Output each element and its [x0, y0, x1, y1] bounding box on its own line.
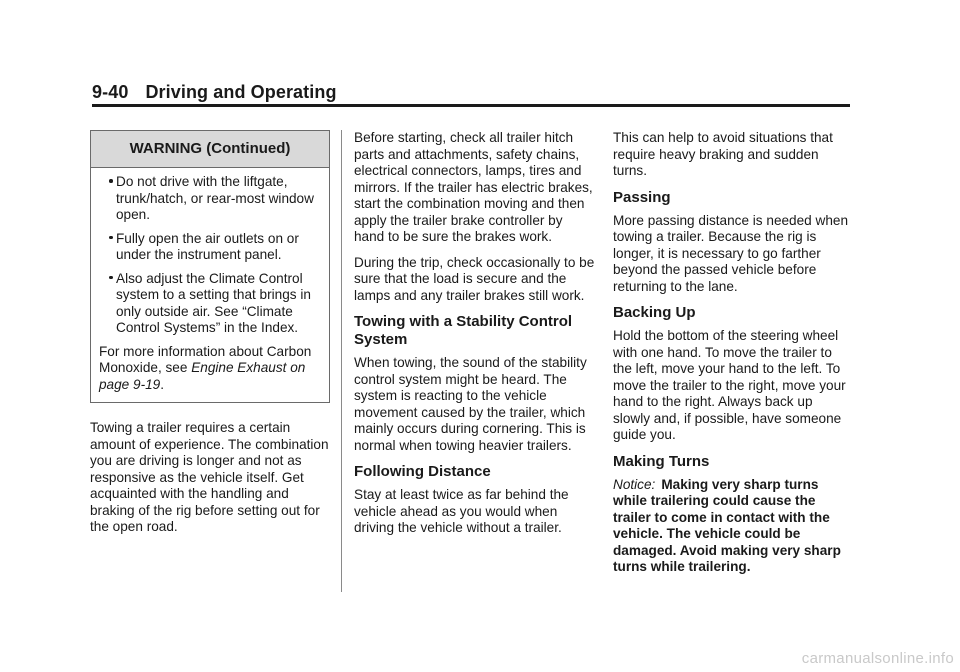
engine-exhaust-reference[interactable]: Engine Exhaust on page 9-19 [99, 360, 306, 392]
stability-control-paragraph: When towing, the sound of the stability control system might be heard. The system is reacting to the vehicle movement caused by the trailer, which mainly occurs during cornering. This is normal when towing heavier trailers. [354, 355, 587, 453]
passing-paragraph: More passing distance is needed when towing a trailer. Because the rig is longer, it is necessary to go farther beyond the passed vehicle before returning to the lane. [613, 212, 849, 294]
making-turns-heading: Making Turns [613, 452, 710, 470]
stability-control-heading: Towing with a Stability Control System [354, 313, 573, 348]
backing-up-paragraph: Hold the bottom of the steering wheel with one hand. To move the trailer to the left, move your hand to the left. To move the trailer to the right, move your hand to the right. Always back up slowly and, if possible, have someone guide you. [613, 328, 846, 442]
warning-body [91, 168, 329, 402]
column-left [90, 130, 330, 545]
page-number: 9-40 [92, 82, 129, 102]
warning-note [99, 344, 321, 394]
warning-box [90, 130, 330, 403]
page-title [92, 80, 850, 104]
column-middle [354, 130, 596, 546]
section-title: Driving and Operating [145, 82, 337, 102]
warning-title: WARNING (Continued) [91, 131, 329, 168]
column-right [613, 130, 853, 585]
following-distance-paragraph: Stay at least twice as far behind the vehicle ahead as you would when driving the vehicle without a trailer. [354, 487, 569, 535]
notice-paragraph [613, 477, 853, 576]
warning-list [99, 174, 321, 337]
warning-item: Fully open the air outlets on or under the instrument panel. [99, 231, 321, 264]
warning-note-end: . [160, 376, 165, 392]
warning-item: Do not drive with the liftgate, trunk/hatch, or rear-most window open. [99, 174, 321, 224]
avoid-situations-paragraph: This can help to avoid situations that require heavy braking and sudden turns. [613, 130, 833, 178]
notice-label: Notice: [613, 476, 656, 492]
passing-heading: Passing [613, 188, 671, 206]
column-divider [341, 130, 342, 592]
pre-start-check-paragraph: Before starting, check all trailer hitch parts and attachments, safety chains, electrical connectors, lamps, tires and mirrors. If the trailer has electric brakes, start the combination moving and then apply the trailer brake controller by hand to be sure the brakes work. [354, 130, 593, 244]
watermark: carmanualsonline.info [801, 650, 954, 667]
page-header [92, 80, 850, 107]
following-distance-heading: Following Distance [354, 463, 491, 480]
warning-note-text: For more information about Carbon Monoxide, see [99, 343, 312, 375]
backing-up-heading: Backing Up [613, 304, 696, 321]
towing-experience-paragraph: Towing a trailer requires a certain amount of experience. The combination you are driving is longer and not as responsive as the vehicle itself. Get acquainted with the handling and braking of the rig before setting out for the open road. [90, 420, 329, 534]
during-trip-paragraph: During the trip, check occasionally to be sure that the load is secure and the lamps and any trailer brakes still work. [354, 254, 595, 303]
warning-item: Also adjust the Climate Control system to a setting that brings in only outside air. See “Climate Control Systems” in the Index. [99, 271, 321, 337]
notice-text: Making very sharp turns while trailering could cause the trailer to come in contact with the vehicle. The vehicle could be damaged. Avoid making very sharp turns while trailering. [613, 476, 841, 574]
